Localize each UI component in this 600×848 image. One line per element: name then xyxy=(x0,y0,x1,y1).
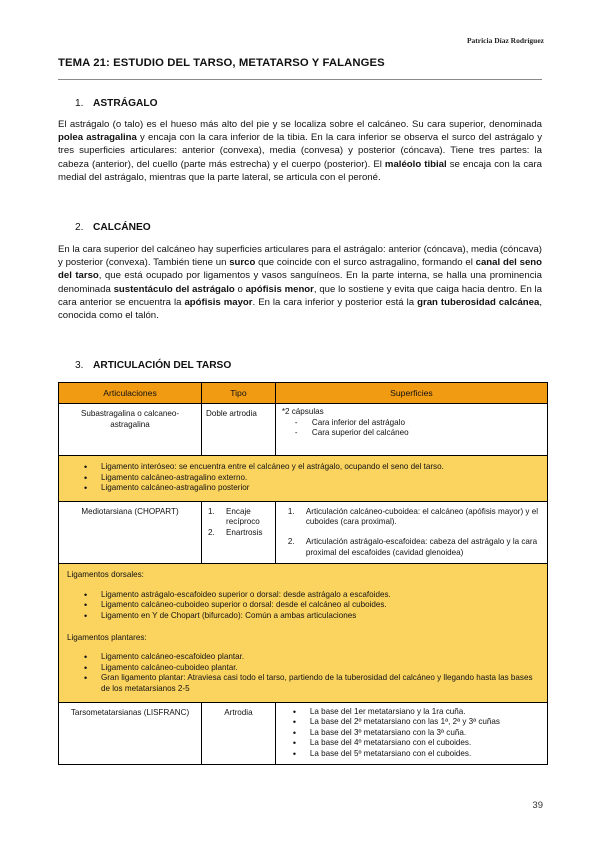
page-number: 39 xyxy=(532,800,543,811)
articulacion-superficies xyxy=(275,404,547,456)
list-item: • La base del 3º metatarsiano con la 3ª cuña. xyxy=(310,728,541,739)
ligamentos-dorsales-list xyxy=(63,590,543,622)
list-item: • Ligamento calcáneo-escafoideo plantar. xyxy=(101,652,543,663)
list-item: • Gran ligamento plantar: Atraviesa casi todo el tarso, partiendo de la tuberosidad del calcáneo y llegando hasta las bases de los metatarsianos 2-5 xyxy=(101,673,543,694)
section-heading-astragalo xyxy=(75,98,158,109)
list-item: • Ligamento interóseo: se encuentra entre el calcáneo y el astrágalo, ocupando el seno del tarso. xyxy=(101,462,543,473)
articulacion-superficies xyxy=(275,501,547,563)
table-row-ligamentos-subastragalina xyxy=(59,456,548,502)
paragraph-astragalo: El astrágalo (o talo) es el hueso más alto del pie y se localiza sobre el calcáneo. Su cara superior, denominada polea astragalina y encaja con la cara inferior de la tibia. En la cara inferior se observa el surco del astrágalo y tres superficies articulares: anterior (convexa), media (convesa) y posterior (cóncava). Tiene tres partes: la cabeza (anterior), del cuello (parte más estrecha) y el cuerpo (posterior). El maléolo tibial se encaja con la cara medial del astrágalo, mientras que la parte lateral, se articula con el peroné. xyxy=(58,119,542,183)
list-item: • La base del 4º metatarsiano con el cuboides. xyxy=(310,738,541,749)
superficies-list xyxy=(282,418,541,439)
table-header-row xyxy=(59,383,548,404)
list-item: - Cara inferior del astrágalo xyxy=(312,418,541,429)
table-row-lisfranc xyxy=(59,702,548,765)
document-title: TEMA 21: ESTUDIO DEL TARSO, METATARSO Y FALANGES xyxy=(58,57,385,69)
list-item: • Ligamento calcáneo-cuboideo superior o dorsal: desde el calcáneo al cuboides. xyxy=(101,600,543,611)
table-row-chopart xyxy=(59,501,548,563)
ligamentos-dorsales-title: Ligamentos dorsales: xyxy=(67,570,144,580)
list-item: 1. Encaje recíproco xyxy=(208,506,260,527)
list-item: • La base del 1er metatarsiano y la 1ra cuña. xyxy=(310,707,541,718)
section-number: 3. xyxy=(75,360,84,371)
list-item: • Ligamento calcáneo-astragalino posterior xyxy=(101,483,543,494)
ligamentos-plantares-list xyxy=(63,652,543,694)
column-header: Tipo xyxy=(202,383,276,404)
superficies-list xyxy=(280,707,541,760)
list-item: - Cara superior del calcáneo xyxy=(312,428,541,439)
list-item: • Ligamento astrágalo-escafoideo superior o dorsal: desde astrágalo a escafoides. xyxy=(101,590,543,601)
list-item: 2. Articulación astrágalo-escafoidea: cabeza del astrágalo y la cara proximal del escafoides (cavidad glenoidea) xyxy=(287,536,538,557)
articulacion-tipo: Doble artrodia xyxy=(202,404,276,456)
superficies-list xyxy=(282,507,541,558)
articulacion-name: Mediotarsiana (CHOPART) xyxy=(59,501,202,563)
section-number: 1. xyxy=(75,98,84,109)
author-name: Patricia Díaz Rodríguez xyxy=(466,36,544,45)
paragraph-calcaneo: En la cara superior del calcáneo hay superficies articulares para el astrágalo: anterior (cóncava), media (cóncava) y posterior (convexa). También tiene un surco que coincide con el surco astragalino, formando el canal del seno del tarso, que está ocupado por ligamentos y vasos sanguíneos. En la parte interna, se halla una prominencia denominada sustentáculo del astrágalo o apófisis menor, que lo sostiene y evita que caiga hacia dentro. En la cara anterior se encuentra la apófisis mayor. En la cara inferior y posterior está la gran tuberosidad calcánea, conocida como el talón. xyxy=(58,244,543,322)
articulaciones-table xyxy=(58,382,548,765)
section-title: CALCÁNEO xyxy=(93,222,151,233)
section-heading-calcaneo xyxy=(75,222,151,233)
list-item: • Ligamento calcáneo-cuboideo plantar. xyxy=(101,663,543,674)
articulacion-name: Tarsometatarsianas (LISFRANC) xyxy=(59,702,202,765)
title-divider xyxy=(58,79,542,80)
list-item: 1. Articulación calcáneo-cuboidea: el calcáneo (apófisis mayor) y el cuboides (cara proximal). xyxy=(287,506,538,527)
section-title: ARTICULACIÓN DEL TARSO xyxy=(93,360,232,371)
column-header: Articulaciones xyxy=(59,383,202,404)
list-item: • La base del 2º metatarsiano con las 1ª, 2ª y 3ª cuñas xyxy=(310,717,541,728)
articulacion-superficies xyxy=(275,702,547,765)
ligamentos-list xyxy=(63,462,543,494)
ligamentos-cell xyxy=(59,456,548,502)
list-item: • La base del 5º metatarsiano con el cuboides. xyxy=(310,749,541,760)
section-title: ASTRÁGALO xyxy=(93,98,158,109)
capsulas-note: *2 cápsulas xyxy=(281,407,324,416)
table-row-ligamentos-chopart xyxy=(59,564,548,702)
tipo-list xyxy=(206,507,271,539)
list-item: • Ligamento en Y de Chopart (bifurcado): Común a ambas articulaciones xyxy=(101,611,543,622)
ligamentos-cell xyxy=(59,564,548,702)
column-header: Superficies xyxy=(275,383,547,404)
section-number: 2. xyxy=(75,222,84,233)
table-row-subastragalina xyxy=(59,404,548,456)
list-item: 2. Enartrosis xyxy=(208,527,263,537)
articulacion-name: Subastragalina o calcaneo-astragalina xyxy=(59,404,202,456)
list-item: • Ligamento calcáneo-astragalino externo. xyxy=(101,473,543,484)
ligamentos-plantares-title: Ligamentos plantares: xyxy=(67,632,147,642)
articulacion-tipo: Artrodia xyxy=(202,702,276,765)
section-heading-tarso xyxy=(75,360,231,371)
articulacion-tipo xyxy=(202,501,276,563)
